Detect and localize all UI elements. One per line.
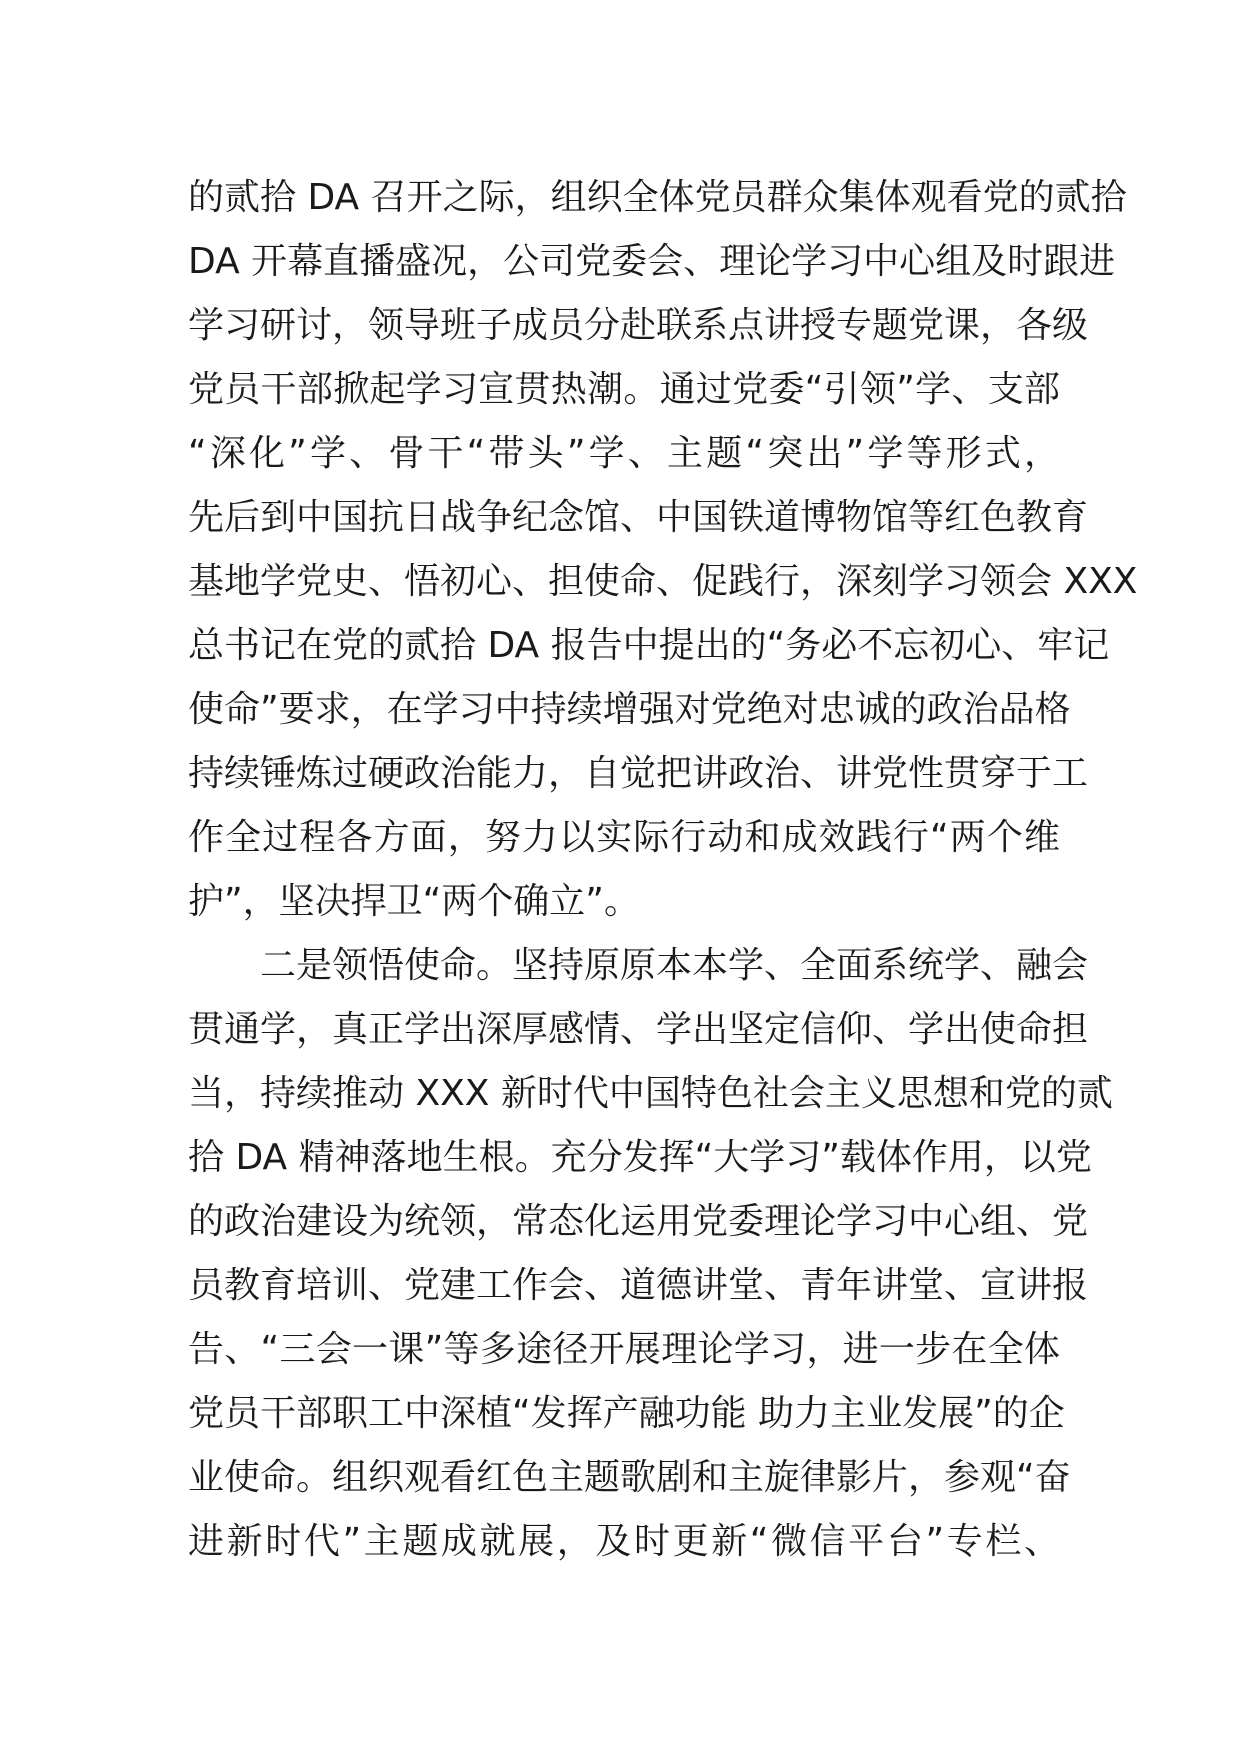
- text-line: 护”，坚决捍卫“两个确立”。: [188, 881, 640, 922]
- text-line: 当，持续推动 XXX 新时代中国特色社会主义思想和党的贰: [188, 1073, 1113, 1114]
- text-line: 的贰拾 DA 召开之际，组织全体党员群众集体观看党的贰拾: [188, 177, 1127, 218]
- text-line: 作全过程各方面，努力以实际行动和成效践行“两个维: [188, 817, 1060, 858]
- text-line: 拾 DA 精神落地生根。充分发挥“大学习”载体作用，以党: [188, 1137, 1092, 1178]
- text-line: 党员干部掀起学习宣贯热潮。通过党委“引领”学、支部: [188, 369, 1060, 410]
- text-line: 持续锤炼过硬政治能力，自觉把讲政治、讲党性贯穿于工: [188, 753, 1089, 794]
- text-line: 基地学党史、悟初心、担使命、促践行，深刻学习领会 XXX: [188, 561, 1138, 602]
- text-line: 使命”要求，在学习中持续增强对党绝对忠诚的政治品格: [188, 689, 1071, 730]
- text-line: 告、“三会一课”等多途径开展理论学习，进一步在全体: [188, 1329, 1060, 1370]
- text-line: 党员干部职工中深植“发挥产融功能 助力主业发展”的企: [188, 1393, 1065, 1434]
- paragraph-start-line: 二是领悟使命。坚持原原本本学、全面系统学、融会: [260, 945, 1089, 986]
- text-line: 进新时代”主题成就展，及时更新“微信平台”专栏、: [188, 1521, 1060, 1562]
- body-text: [188, 166, 1138, 1574]
- text-line: “深化”学、骨干“带头”学、主题“突出”学等形式，: [188, 433, 1060, 474]
- text-line: 贯通学，真正学出深厚感情、学出坚定信仰、学出使命担: [188, 1009, 1089, 1050]
- text-line: DA 开幕直播盛况，公司党委会、理论学习中心组及时跟进: [188, 241, 1116, 282]
- text-line: 员教育培训、党建工作会、道德讲堂、青年讲堂、宣讲报: [188, 1265, 1089, 1306]
- text-line: 总书记在党的贰拾 DA 报告中提出的“务必不忘初心、牢记: [188, 625, 1110, 666]
- text-line: 学习研讨，领导班子成员分赴联系点讲授专题党课，各级: [188, 305, 1089, 346]
- text-line: 先后到中国抗日战争纪念馆、中国铁道博物馆等红色教育: [188, 497, 1089, 538]
- text-line: 的政治建设为统领，常态化运用党委理论学习中心组、党: [188, 1201, 1089, 1242]
- text-line: 业使命。组织观看红色主题歌剧和主旋律影片，参观“奋: [188, 1457, 1071, 1498]
